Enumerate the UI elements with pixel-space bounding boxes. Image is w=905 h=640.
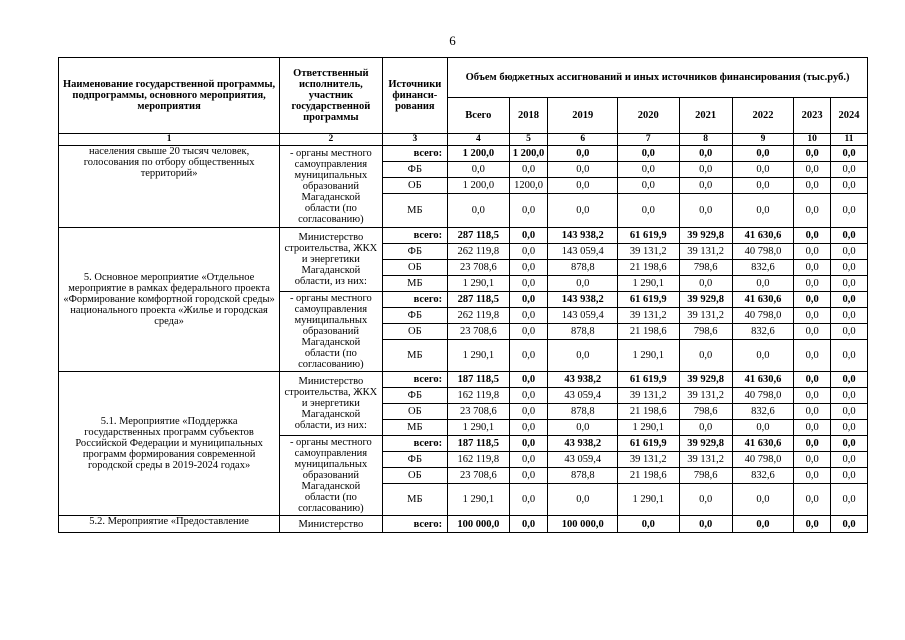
amount-cell: 0,0 — [831, 178, 868, 194]
amount-cell: 0,0 — [509, 452, 548, 468]
header-year: 2022 — [732, 98, 793, 134]
amount-cell: 0,0 — [509, 436, 548, 452]
amount-cell: 0,0 — [548, 420, 618, 436]
amount-cell: 0,0 — [831, 276, 868, 292]
table-row — [59, 228, 868, 244]
funding-source: ОБ — [382, 260, 448, 276]
table-row — [59, 146, 868, 162]
amount-cell: 41 630,6 — [732, 292, 793, 308]
amount-cell: 0,0 — [679, 340, 732, 372]
header-year: 2019 — [548, 98, 618, 134]
amount-cell: 0,0 — [794, 308, 831, 324]
amount-cell: 0,0 — [679, 276, 732, 292]
funding-source: ФБ — [382, 244, 448, 260]
amount-cell: 0,0 — [548, 178, 618, 194]
funding-source: МБ — [382, 420, 448, 436]
amount-cell: 798,6 — [679, 468, 732, 484]
amount-cell: 1 290,1 — [618, 420, 679, 436]
amount-cell: 0,0 — [794, 244, 831, 260]
amount-cell: 0,0 — [509, 162, 548, 178]
amount-cell: 43 938,2 — [548, 372, 618, 388]
column-index: 10 — [794, 134, 831, 146]
amount-cell: 0,0 — [509, 372, 548, 388]
amount-cell: 0,0 — [679, 178, 732, 194]
amount-cell: 0,0 — [831, 452, 868, 468]
amount-cell: 0,0 — [794, 194, 831, 228]
amount-cell: 798,6 — [679, 404, 732, 420]
column-index-row — [59, 134, 868, 146]
column-index: 9 — [732, 134, 793, 146]
amount-cell: 832,6 — [732, 404, 793, 420]
amount-cell: 1 200,0 — [448, 178, 509, 194]
column-index: 6 — [548, 134, 618, 146]
amount-cell: 39 131,2 — [618, 308, 679, 324]
amount-cell: 0,0 — [618, 178, 679, 194]
amount-cell: 143 938,2 — [548, 228, 618, 244]
amount-cell: 878,8 — [548, 260, 618, 276]
amount-cell: 0,0 — [448, 194, 509, 228]
amount-cell: 39 929,8 — [679, 372, 732, 388]
amount-cell: 100 000,0 — [548, 516, 618, 533]
amount-cell: 0,0 — [509, 420, 548, 436]
amount-cell: 0,0 — [618, 146, 679, 162]
amount-cell: 0,0 — [732, 516, 793, 533]
amount-cell: 0,0 — [548, 484, 618, 516]
amount-cell: 0,0 — [831, 516, 868, 533]
amount-cell: 0,0 — [794, 516, 831, 533]
responsible-executor: Министерство — [280, 516, 382, 533]
amount-cell: 0,0 — [831, 244, 868, 260]
amount-cell: 41 630,6 — [732, 228, 793, 244]
amount-cell: 0,0 — [548, 146, 618, 162]
column-index: 4 — [448, 134, 509, 146]
funding-source: всего: — [382, 292, 448, 308]
amount-cell: 0,0 — [794, 452, 831, 468]
amount-cell: 0,0 — [794, 388, 831, 404]
amount-cell: 0,0 — [679, 516, 732, 533]
amount-cell: 187 118,5 — [448, 372, 509, 388]
amount-cell: 0,0 — [679, 194, 732, 228]
amount-cell: 39 131,2 — [679, 244, 732, 260]
amount-cell: 23 708,6 — [448, 468, 509, 484]
amount-cell: 0,0 — [618, 194, 679, 228]
amount-cell: 21 198,6 — [618, 324, 679, 340]
amount-cell: 0,0 — [831, 340, 868, 372]
amount-cell: 0,0 — [732, 276, 793, 292]
amount-cell: 0,0 — [509, 228, 548, 244]
amount-cell: 0,0 — [548, 276, 618, 292]
funding-source: ОБ — [382, 324, 448, 340]
amount-cell: 0,0 — [794, 146, 831, 162]
amount-cell: 1 290,1 — [448, 276, 509, 292]
amount-cell: 39 131,2 — [679, 388, 732, 404]
amount-cell: 0,0 — [548, 162, 618, 178]
funding-source: всего: — [382, 436, 448, 452]
column-index: 7 — [618, 134, 679, 146]
header-year: 2018 — [509, 98, 548, 134]
amount-cell: 0,0 — [732, 162, 793, 178]
amount-cell: 0,0 — [732, 420, 793, 436]
responsible-executor: - органы местного самоуправления муниципальных образований Магаданской области (по согласованию) — [280, 436, 382, 516]
amount-cell: 40 798,0 — [732, 244, 793, 260]
amount-cell: 0,0 — [618, 516, 679, 533]
amount-cell: 0,0 — [509, 340, 548, 372]
amount-cell: 0,0 — [509, 404, 548, 420]
header-name: Наименование государственной программы, подпрограммы, основного мероприятия, мероприятия — [59, 58, 280, 134]
responsible-executor: Министерство строительства, ЖКХ и энергетики Магаданской области, из них: — [280, 372, 382, 436]
amount-cell: 0,0 — [831, 468, 868, 484]
amount-cell: 1 290,1 — [448, 484, 509, 516]
amount-cell: 1 290,1 — [448, 420, 509, 436]
funding-source: ОБ — [382, 178, 448, 194]
amount-cell: 0,0 — [794, 340, 831, 372]
amount-cell: 0,0 — [831, 162, 868, 178]
amount-cell: 0,0 — [548, 340, 618, 372]
amount-cell: 0,0 — [831, 372, 868, 388]
amount-cell: 832,6 — [732, 260, 793, 276]
amount-cell: 0,0 — [794, 468, 831, 484]
responsible-executor: - органы местного самоуправления муниципальных образований Магаданской области (по согласованию) — [280, 292, 382, 372]
amount-cell: 43 059,4 — [548, 388, 618, 404]
amount-cell: 0,0 — [679, 146, 732, 162]
amount-cell: 1 290,1 — [618, 340, 679, 372]
amount-cell: 23 708,6 — [448, 260, 509, 276]
table-row — [59, 372, 868, 388]
amount-cell: 0,0 — [831, 388, 868, 404]
amount-cell: 1 200,0 — [509, 146, 548, 162]
amount-cell: 0,0 — [509, 388, 548, 404]
budget-table — [58, 57, 868, 533]
amount-cell: 39 131,2 — [618, 388, 679, 404]
amount-cell: 1 290,1 — [618, 276, 679, 292]
funding-source: всего: — [382, 372, 448, 388]
amount-cell: 43 059,4 — [548, 452, 618, 468]
amount-cell: 0,0 — [831, 292, 868, 308]
amount-cell: 0,0 — [831, 436, 868, 452]
amount-cell: 287 118,5 — [448, 292, 509, 308]
amount-cell: 41 630,6 — [732, 436, 793, 452]
amount-cell: 187 118,5 — [448, 436, 509, 452]
amount-cell: 1200,0 — [509, 178, 548, 194]
amount-cell: 832,6 — [732, 324, 793, 340]
column-index: 2 — [280, 134, 382, 146]
responsible-executor: - органы местного самоуправления муниципальных образований Магаданской области (по согласованию) — [280, 146, 382, 228]
amount-cell: 1 290,1 — [448, 340, 509, 372]
amount-cell: 0,0 — [679, 420, 732, 436]
activity-name: 5.2. Мероприятие «Предоставление — [59, 516, 280, 533]
page-number: 6 — [449, 33, 456, 48]
amount-cell: 40 798,0 — [732, 452, 793, 468]
amount-cell: 0,0 — [509, 324, 548, 340]
amount-cell: 0,0 — [831, 146, 868, 162]
table-body — [59, 146, 868, 533]
amount-cell: 0,0 — [794, 292, 831, 308]
amount-cell: 0,0 — [509, 260, 548, 276]
funding-source: ОБ — [382, 468, 448, 484]
amount-cell: 39 131,2 — [618, 452, 679, 468]
amount-cell: 878,8 — [548, 324, 618, 340]
amount-cell: 0,0 — [794, 436, 831, 452]
header-year: 2024 — [831, 98, 868, 134]
amount-cell: 39 131,2 — [618, 244, 679, 260]
column-index: 8 — [679, 134, 732, 146]
header-year: 2020 — [618, 98, 679, 134]
amount-cell: 0,0 — [831, 308, 868, 324]
amount-cell: 21 198,6 — [618, 404, 679, 420]
amount-cell: 0,0 — [548, 194, 618, 228]
amount-cell: 0,0 — [794, 324, 831, 340]
amount-cell: 39 929,8 — [679, 436, 732, 452]
amount-cell: 0,0 — [794, 162, 831, 178]
amount-cell: 0,0 — [618, 162, 679, 178]
responsible-executor: Министерство строительства, ЖКХ и энергетики Магаданской области, из них: — [280, 228, 382, 292]
funding-source: МБ — [382, 194, 448, 228]
amount-cell: 43 938,2 — [548, 436, 618, 452]
header-responsible: Ответственный исполнитель, участник государственной программы — [280, 58, 382, 134]
funding-source: МБ — [382, 340, 448, 372]
amount-cell: 40 798,0 — [732, 388, 793, 404]
amount-cell: 0,0 — [509, 484, 548, 516]
amount-cell: 0,0 — [448, 162, 509, 178]
amount-cell: 1 200,0 — [448, 146, 509, 162]
amount-cell: 0,0 — [794, 404, 831, 420]
amount-cell: 0,0 — [732, 340, 793, 372]
amount-cell: 61 619,9 — [618, 292, 679, 308]
activity-name: населения свыше 20 тысяч человек, голосования по отбору общественных территорий» — [59, 146, 280, 228]
amount-cell: 798,6 — [679, 324, 732, 340]
amount-cell: 23 708,6 — [448, 324, 509, 340]
amount-cell: 0,0 — [794, 420, 831, 436]
amount-cell: 0,0 — [732, 194, 793, 228]
amount-cell: 39 929,8 — [679, 228, 732, 244]
amount-cell: 262 119,8 — [448, 308, 509, 324]
amount-cell: 0,0 — [732, 146, 793, 162]
amount-cell: 41 630,6 — [732, 372, 793, 388]
amount-cell: 23 708,6 — [448, 404, 509, 420]
amount-cell: 143 059,4 — [548, 308, 618, 324]
amount-cell: 0,0 — [509, 308, 548, 324]
amount-cell: 0,0 — [509, 468, 548, 484]
funding-source: ФБ — [382, 308, 448, 324]
funding-source: ОБ — [382, 404, 448, 420]
funding-source: ФБ — [382, 452, 448, 468]
amount-cell: 798,6 — [679, 260, 732, 276]
amount-cell: 21 198,6 — [618, 468, 679, 484]
amount-cell: 61 619,9 — [618, 372, 679, 388]
amount-cell: 0,0 — [831, 404, 868, 420]
header-year: Всего — [448, 98, 509, 134]
amount-cell: 0,0 — [794, 228, 831, 244]
amount-cell: 162 119,8 — [448, 388, 509, 404]
amount-cell: 832,6 — [732, 468, 793, 484]
activity-name: 5.1. Мероприятие «Поддержка государственных программ субъектов Российской Федерации и муниципальных программ формирования современной городской среды в 2019-2024 годах» — [59, 372, 280, 516]
header-source: Источники финанси-рования — [382, 58, 448, 134]
amount-cell: 39 929,8 — [679, 292, 732, 308]
header-volume: Объем бюджетных ассигнований и иных источников финансирования (тыс.руб.) — [448, 58, 868, 98]
amount-cell: 100 000,0 — [448, 516, 509, 533]
funding-source: МБ — [382, 484, 448, 516]
amount-cell: 0,0 — [794, 484, 831, 516]
amount-cell: 0,0 — [794, 276, 831, 292]
amount-cell: 143 938,2 — [548, 292, 618, 308]
amount-cell: 0,0 — [679, 484, 732, 516]
amount-cell: 0,0 — [509, 194, 548, 228]
amount-cell: 0,0 — [831, 260, 868, 276]
amount-cell: 1 290,1 — [618, 484, 679, 516]
amount-cell: 262 119,8 — [448, 244, 509, 260]
column-index: 11 — [831, 134, 868, 146]
amount-cell: 61 619,9 — [618, 436, 679, 452]
funding-source: ФБ — [382, 388, 448, 404]
table-row — [59, 516, 868, 533]
header-year: 2021 — [679, 98, 732, 134]
amount-cell: 0,0 — [509, 292, 548, 308]
column-index: 5 — [509, 134, 548, 146]
amount-cell: 878,8 — [548, 404, 618, 420]
amount-cell: 61 619,9 — [618, 228, 679, 244]
amount-cell: 0,0 — [509, 516, 548, 533]
amount-cell: 0,0 — [831, 194, 868, 228]
amount-cell: 40 798,0 — [732, 308, 793, 324]
amount-cell: 287 118,5 — [448, 228, 509, 244]
amount-cell: 0,0 — [732, 178, 793, 194]
amount-cell: 0,0 — [509, 276, 548, 292]
amount-cell: 0,0 — [794, 260, 831, 276]
amount-cell: 0,0 — [831, 228, 868, 244]
funding-source: МБ — [382, 276, 448, 292]
amount-cell: 0,0 — [509, 244, 548, 260]
amount-cell: 0,0 — [679, 162, 732, 178]
amount-cell: 878,8 — [548, 468, 618, 484]
amount-cell: 0,0 — [831, 484, 868, 516]
amount-cell: 39 131,2 — [679, 308, 732, 324]
amount-cell: 21 198,6 — [618, 260, 679, 276]
column-index: 3 — [382, 134, 448, 146]
header-year: 2023 — [794, 98, 831, 134]
amount-cell: 0,0 — [732, 484, 793, 516]
column-index: 1 — [59, 134, 280, 146]
amount-cell: 143 059,4 — [548, 244, 618, 260]
amount-cell: 162 119,8 — [448, 452, 509, 468]
amount-cell: 0,0 — [831, 420, 868, 436]
amount-cell: 0,0 — [831, 324, 868, 340]
activity-name: 5. Основное мероприятие «Отдельное мероприятие в рамках федерального проекта «Формирование комфортной городской среды» национального проекта «Жилье и городская среда» — [59, 228, 280, 372]
amount-cell: 0,0 — [794, 178, 831, 194]
amount-cell: 39 131,2 — [679, 452, 732, 468]
funding-source: ФБ — [382, 162, 448, 178]
funding-source: всего: — [382, 228, 448, 244]
funding-source: всего: — [382, 516, 448, 533]
funding-source: всего: — [382, 146, 448, 162]
amount-cell: 0,0 — [794, 372, 831, 388]
